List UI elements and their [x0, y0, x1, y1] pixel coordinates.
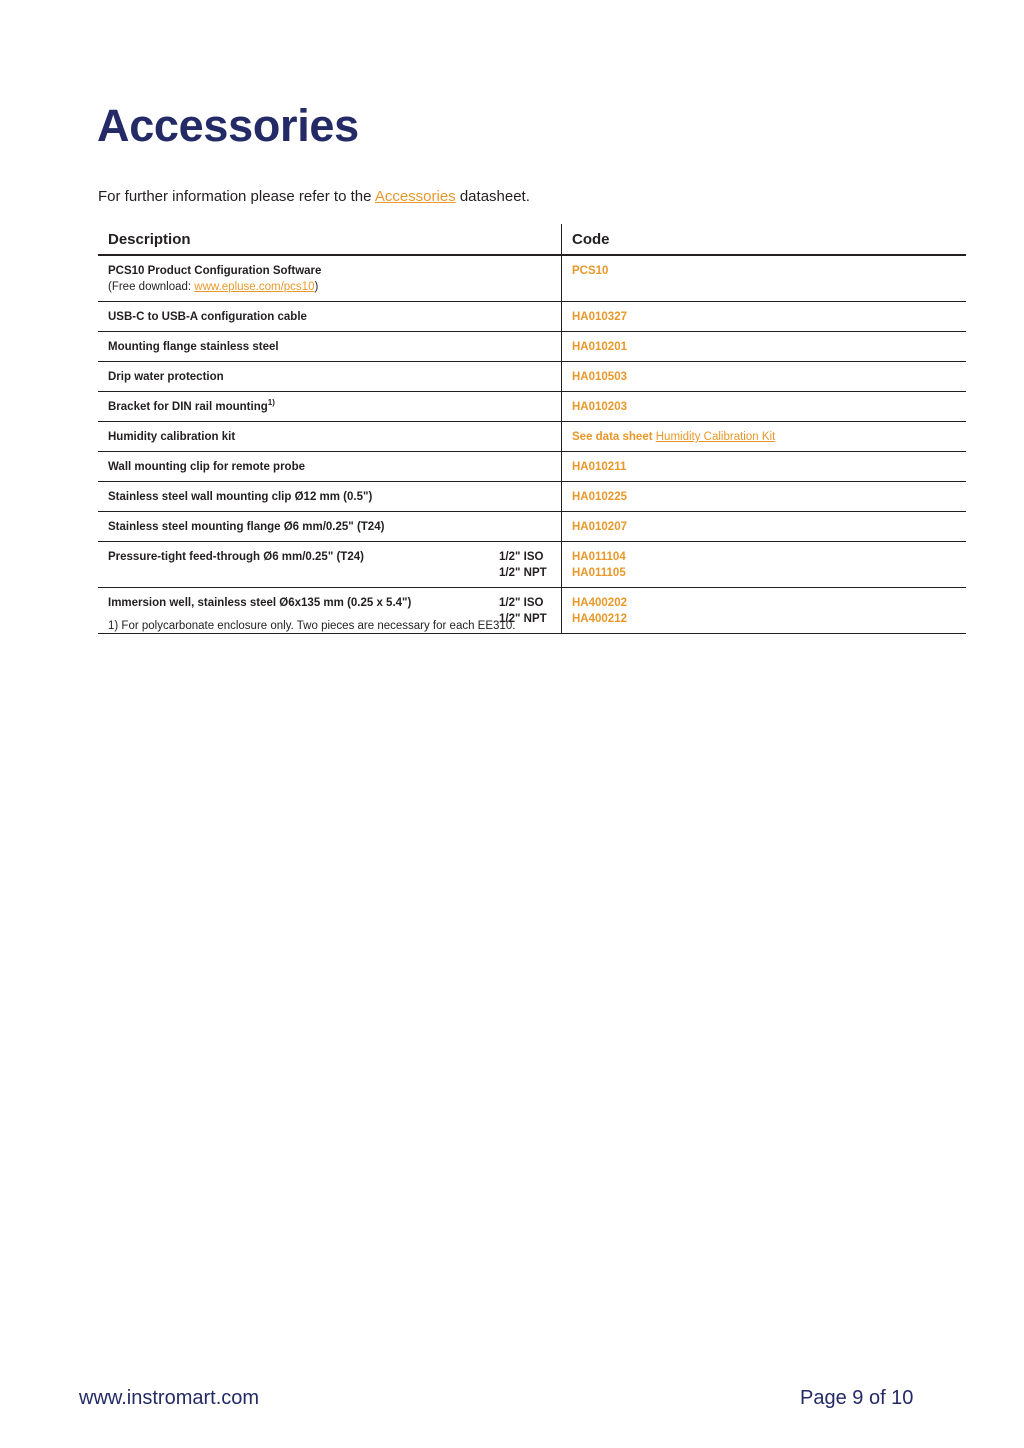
row-code	[562, 482, 967, 512]
table-row	[98, 542, 966, 588]
variant-iso: 1/2" ISO	[499, 551, 544, 563]
row-code	[562, 542, 967, 588]
row-description: USB-C to USB-A configuration cable	[98, 302, 562, 332]
code-value: HA010211	[572, 461, 627, 473]
header-description: Description	[98, 224, 562, 255]
row-description: Stainless steel wall mounting clip Ø12 mm (0.5")	[98, 482, 562, 512]
thread-variants	[499, 549, 551, 581]
footer-website: www.instromart.com	[79, 1387, 260, 1409]
description-with-variants	[108, 549, 551, 581]
table-row	[98, 255, 966, 302]
code-value: HA010225	[572, 491, 627, 503]
row-description	[98, 542, 562, 588]
row-code	[562, 452, 967, 482]
row-description: Wall mounting clip for remote probe	[98, 452, 562, 482]
code-value: HA011104	[572, 551, 626, 563]
accessories-table	[98, 224, 966, 634]
row-code	[562, 362, 967, 392]
code-value: HA010203	[572, 401, 627, 413]
table-row	[98, 422, 966, 452]
table-row	[98, 332, 966, 362]
description-label: Pressure-tight feed-through Ø6 mm/0.25" (T24)	[108, 551, 364, 563]
code-prefix: See data sheet	[572, 431, 653, 443]
row-description	[98, 255, 562, 302]
sub-after: )	[314, 281, 319, 293]
page-title: Accessories	[97, 100, 359, 151]
header-code: Code	[562, 224, 967, 255]
row-description: Drip water protection	[98, 362, 562, 392]
row-code	[562, 392, 967, 422]
code-value: HA010201	[572, 341, 627, 353]
humidity-calibration-kit-link[interactable]: Humidity Calibration Kit	[655, 431, 776, 443]
code-value: PCS10	[572, 265, 609, 277]
pcs10-download-link[interactable]: www.epluse.com/pcs10	[194, 281, 315, 293]
description-label: PCS10 Product Configuration Software	[108, 265, 322, 277]
table-row	[98, 482, 966, 512]
description-label: Bracket for DIN rail mounting	[108, 401, 268, 413]
sub-before: (Free download:	[108, 281, 195, 293]
row-description: Humidity calibration kit	[98, 422, 562, 452]
row-code	[562, 255, 967, 302]
table-row	[98, 302, 966, 332]
row-code	[562, 302, 967, 332]
footnote-marker: 1)	[267, 398, 275, 408]
row-description	[98, 392, 562, 422]
variant-npt: 1/2" NPT	[499, 567, 547, 579]
code-value: HA010503	[572, 371, 627, 383]
code-value: HA010207	[572, 521, 627, 533]
code-value: HA010327	[572, 311, 627, 323]
code-value: HA400212	[572, 613, 627, 625]
code-value: HA011105	[572, 567, 626, 579]
row-description: Mounting flange stainless steel	[98, 332, 562, 362]
variant-npt: 1/2" NPT	[499, 613, 547, 625]
intro-after: datasheet.	[455, 188, 530, 205]
row-code	[562, 512, 967, 542]
description-sub	[108, 279, 551, 295]
code-value: HA400202	[572, 597, 627, 609]
intro-before: For further information please refer to the	[98, 188, 375, 205]
row-code	[562, 588, 967, 634]
row-code	[562, 332, 967, 362]
intro-text	[98, 188, 530, 205]
row-description: Stainless steel mounting flange Ø6 mm/0.25" (T24)	[98, 512, 562, 542]
table-header-row	[98, 224, 966, 255]
description-label: Immersion well, stainless steel Ø6x135 mm (0.25 x 5.4")	[108, 597, 412, 609]
footer-page-number: Page 9 of 10	[800, 1387, 914, 1409]
variant-iso: 1/2" ISO	[499, 597, 544, 609]
table-row	[98, 452, 966, 482]
table-row	[98, 362, 966, 392]
table-footnote: 1) For polycarbonate enclosure only. Two pieces are necessary for each EE310.	[108, 620, 516, 632]
table-row	[98, 392, 966, 422]
table-row	[98, 512, 966, 542]
accessories-datasheet-link[interactable]: Accessories	[374, 188, 456, 205]
row-code	[562, 422, 967, 452]
